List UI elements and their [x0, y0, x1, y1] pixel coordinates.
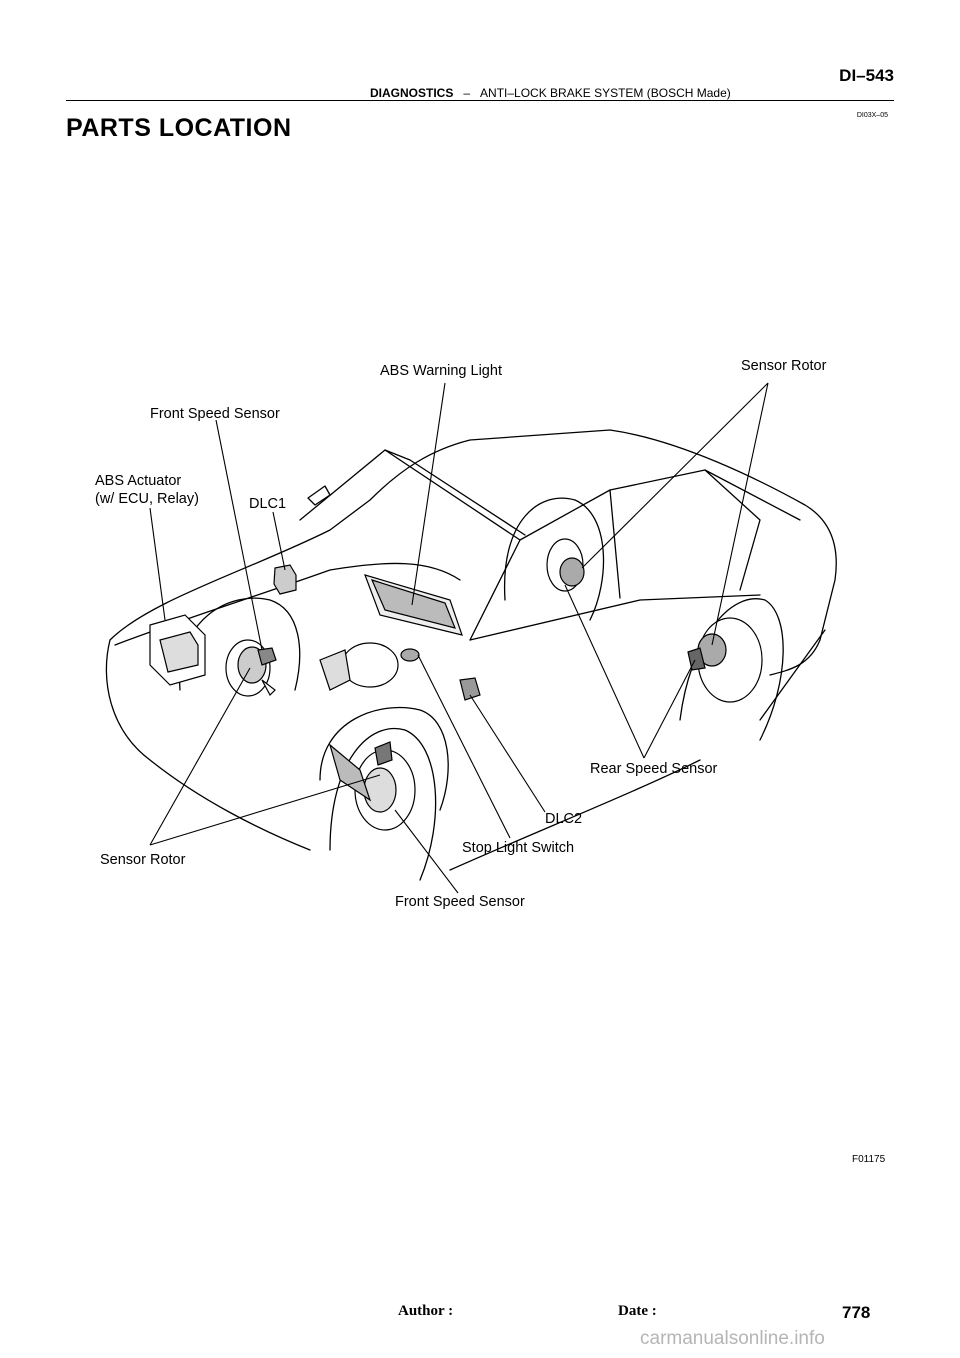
- label-front-speed-sensor-top: Front Speed Sensor: [150, 406, 280, 422]
- label-dlc2: DLC2: [545, 811, 583, 827]
- subsection-name: ANTI–LOCK BRAKE SYSTEM (BOSCH Made): [480, 86, 731, 100]
- label-abs-warning-light: ABS Warning Light: [380, 363, 502, 379]
- header-dash: –: [463, 86, 471, 100]
- label-rear-speed-sensor: Rear Speed Sensor: [590, 761, 718, 777]
- page-number: DI–543: [839, 66, 894, 85]
- watermark: carmanualsonline.info: [640, 1328, 825, 1349]
- label-abs-actuator-line1: ABS Actuator: [95, 473, 182, 489]
- label-dlc1: DLC1: [249, 496, 287, 512]
- figure-id: F01175: [852, 1154, 886, 1165]
- page-title: PARTS LOCATION: [66, 114, 292, 142]
- author-label: Author :: [398, 1303, 454, 1319]
- leader-lines: [150, 383, 768, 893]
- label-front-speed-sensor-bottom: Front Speed Sensor: [395, 894, 525, 910]
- doc-code: DI03X–05: [856, 112, 888, 119]
- label-abs-actuator-line2: (w/ ECU, Relay): [95, 491, 199, 507]
- page-total: 778: [842, 1303, 871, 1322]
- label-stop-light-switch: Stop Light Switch: [462, 840, 575, 856]
- label-sensor-rotor-rear: Sensor Rotor: [741, 358, 827, 374]
- component-sketches: [150, 539, 762, 830]
- date-label: Date :: [618, 1303, 657, 1319]
- label-sensor-rotor-front: Sensor Rotor: [100, 852, 186, 868]
- section-name: DIAGNOSTICS: [370, 86, 454, 100]
